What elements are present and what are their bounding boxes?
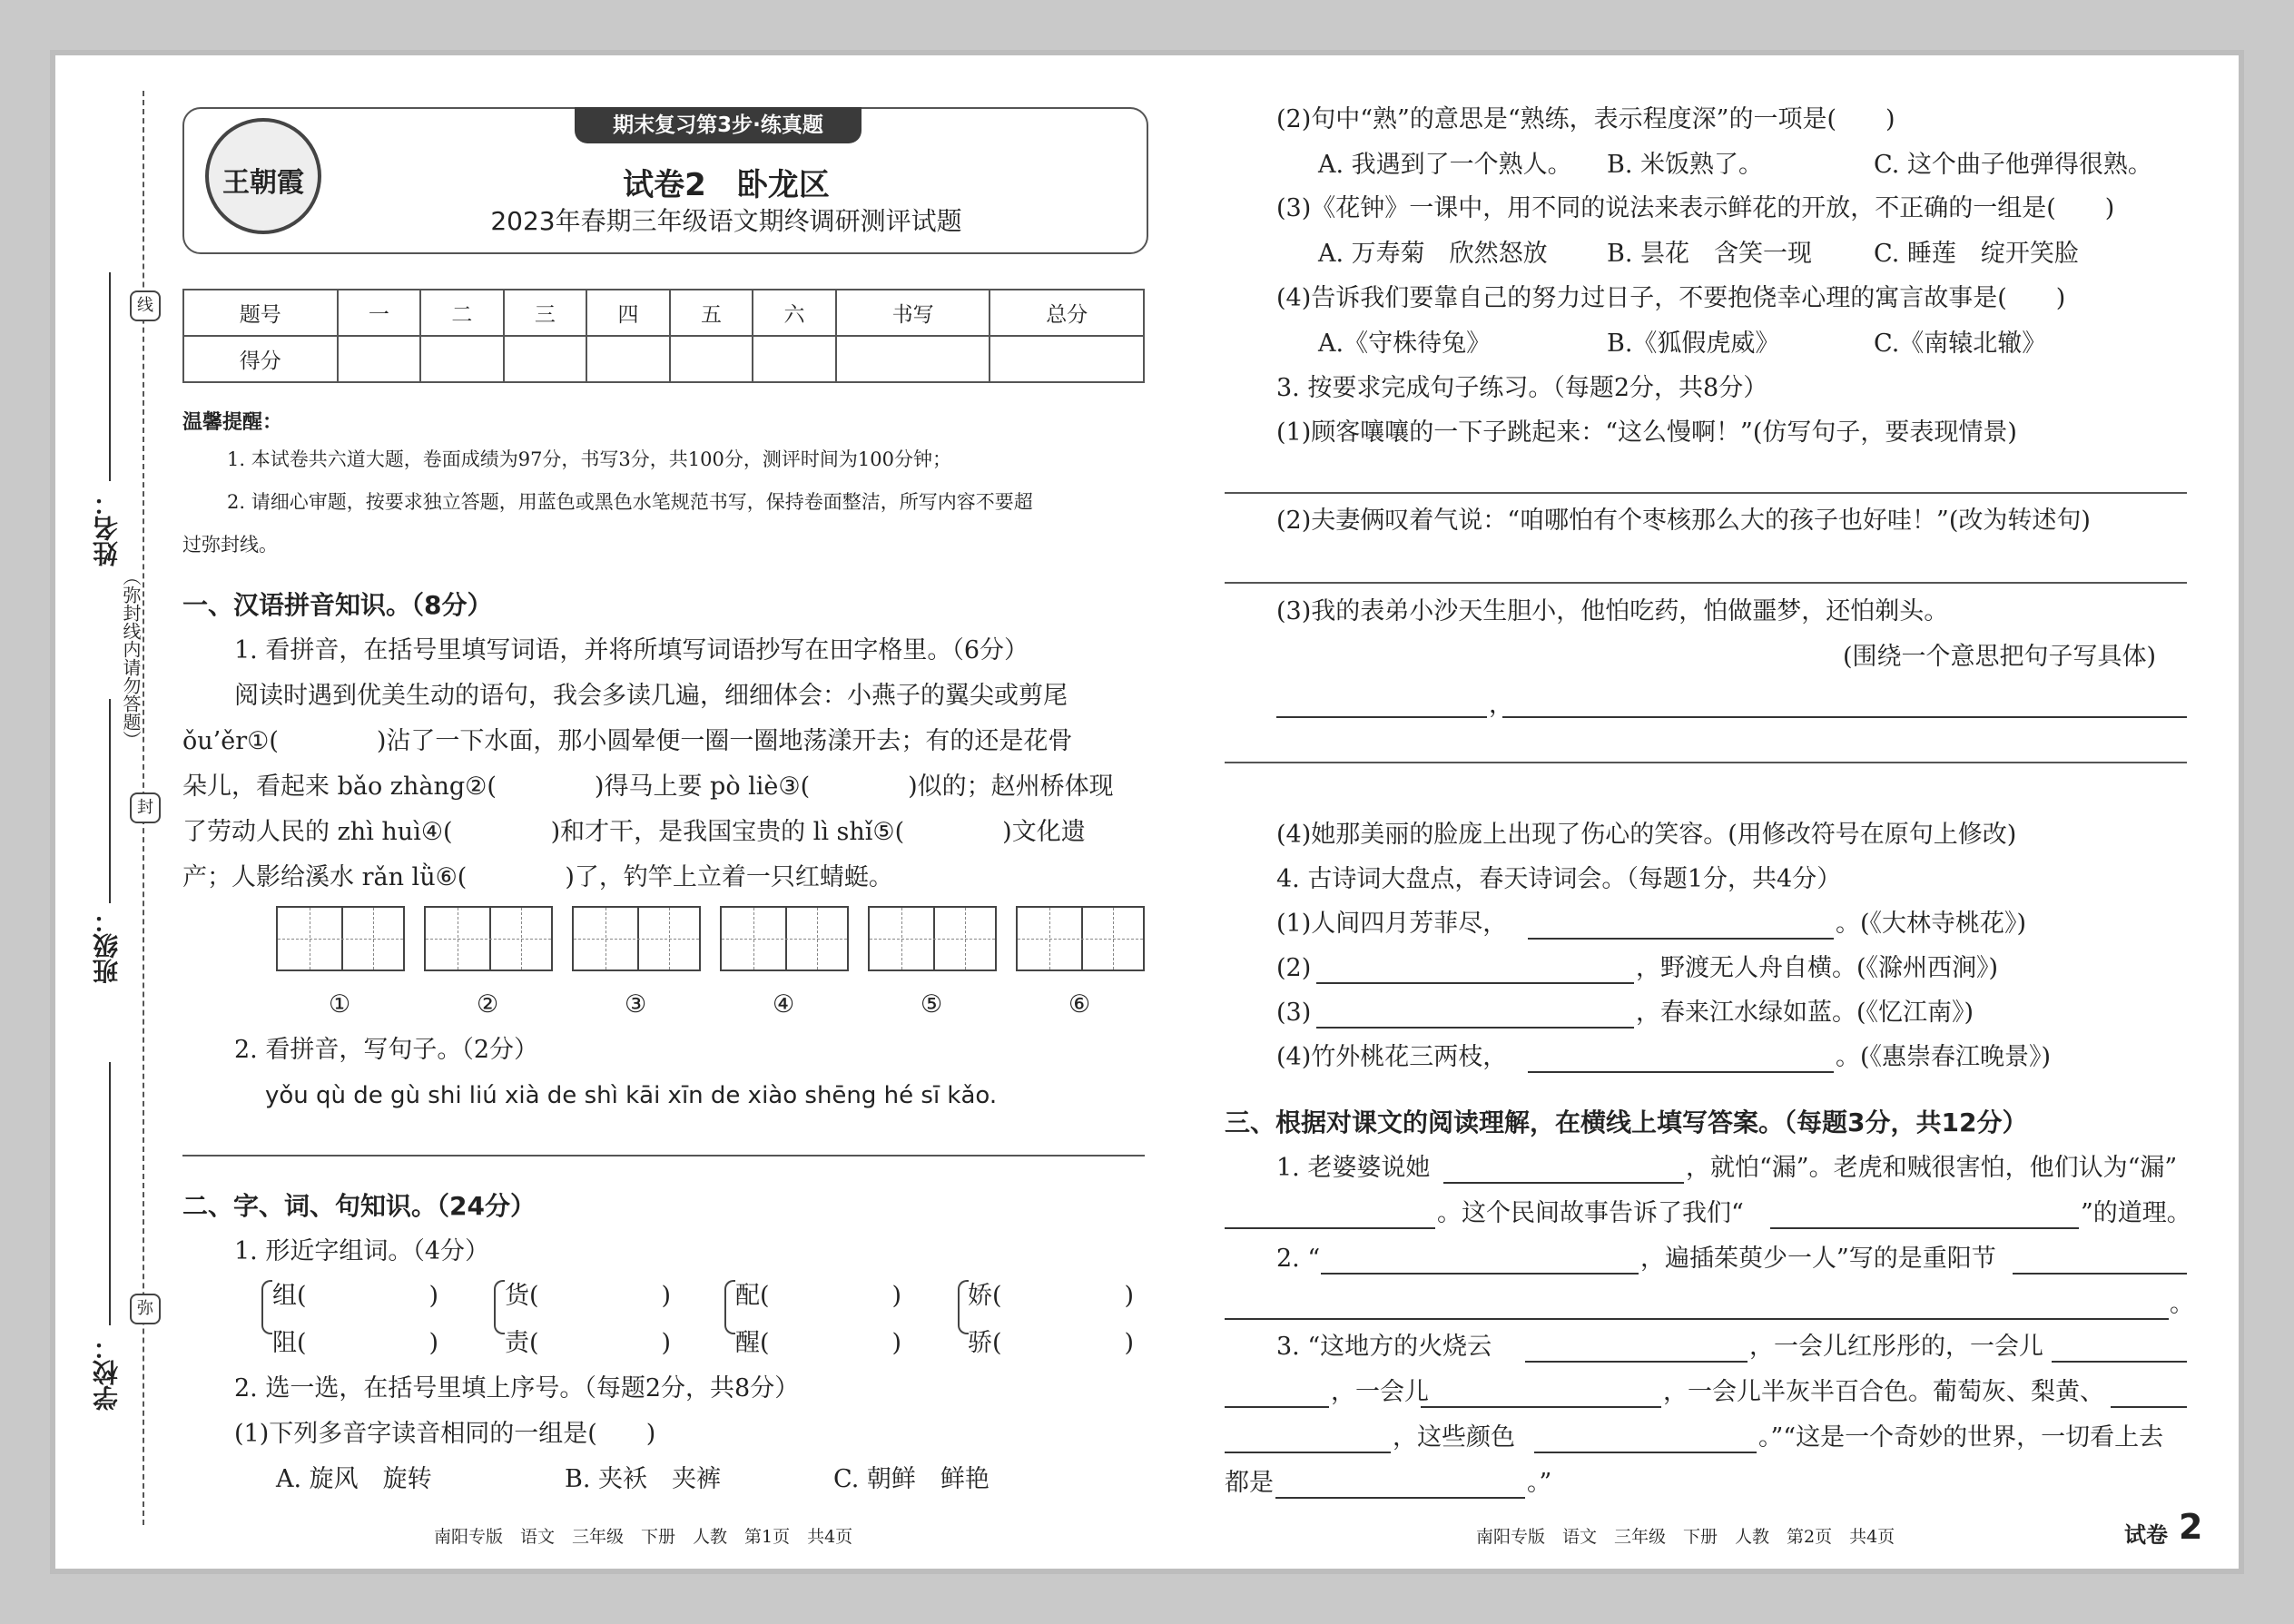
pair-3b[interactable]: 醒( )	[735, 1329, 902, 1357]
r-q3-3: (3)我的表弟小沙天生胆小，他怕吃药，怕做噩梦，还怕剃头。	[1276, 597, 1949, 625]
s3-q2-blank-c[interactable]	[1225, 1318, 2169, 1320]
logo-text: 王朝霞	[222, 167, 304, 199]
pair-2b[interactable]: 责( )	[505, 1329, 672, 1357]
grid-label: ①	[329, 990, 351, 1019]
s3-q2-blank-a[interactable]	[1321, 1273, 1639, 1275]
brace	[724, 1280, 735, 1334]
score-header-cell: 总分	[989, 290, 1144, 336]
tips-title: 温馨提醒：	[182, 411, 283, 434]
score-cell[interactable]	[586, 336, 670, 382]
r-q4-2b: ，野渡无人舟自横。(《滁州西涧》)	[1636, 954, 1999, 982]
pair-3a[interactable]: 配( )	[735, 1282, 902, 1310]
r-q4-1-blank[interactable]	[1528, 938, 1834, 940]
s3-q3-blank-h[interactable]	[1275, 1497, 1525, 1499]
score-header-cell: 三	[504, 290, 587, 336]
tian-grid-1[interactable]	[276, 906, 405, 971]
s3-q3-blank-a[interactable]	[1525, 1361, 1748, 1363]
score-cell[interactable]	[670, 336, 753, 382]
exam-subtitle: 2023年春期三年级语文期终调研测评试题	[490, 206, 962, 236]
r-q3-4: (4)她那美丽的脸庞上出现了伤心的笑容。(用修改符号在原句上修改)	[1276, 821, 2017, 849]
pair-1a[interactable]: 组( )	[272, 1282, 439, 1310]
section1-title: 一、汉语拼音知识。（8分）	[182, 590, 493, 620]
s1-passage-3: 朵儿，看起来 bǎo zhàng②( )得马上要 pò liè③( )似的；赵州桥体现	[182, 773, 1114, 801]
r-q2-3-opt-b[interactable]: B. 昙花 含笑一现	[1607, 240, 1813, 268]
r-q4-2a: (2)	[1276, 954, 1312, 982]
pair-2a[interactable]: 货( )	[505, 1282, 672, 1310]
r-q2-4-opt-c[interactable]: C.《南辕北辙》	[1874, 330, 2047, 358]
r-q4-4b: 。(《惠崇春江晚景》)	[1836, 1043, 2052, 1071]
school-label: 学校：	[92, 1334, 122, 1411]
step-tab: 期末复习第3步·练真题	[575, 107, 861, 143]
tips-line-2: 2. 请细心审题，按要求独立答题，用蓝色或黑色水笔规范书写，保持卷面整洁，所写内容不要超	[227, 491, 1033, 513]
s1-q2-pinyin: yǒu qù de gù shi liú xià de shì kāi xīn de xiào shēng hé sī kǎo.	[265, 1082, 998, 1109]
r-q2-4-opt-b[interactable]: B.《狐假虎威》	[1607, 330, 1780, 358]
s3-q1-blank-a[interactable]	[1443, 1182, 1684, 1184]
s3-q1-blank-b[interactable]	[1225, 1227, 1435, 1229]
s3-q3b: ，一会儿红彤彤的，一会儿	[1749, 1333, 2043, 1361]
score-table-score-row	[183, 336, 1144, 382]
seal-mark-xian: 线	[130, 290, 161, 321]
r-q4-1b: 。(《大林寺桃花》)	[1836, 910, 2027, 938]
name-label: 姓名：	[92, 490, 122, 566]
r-q3: 3. 按要求完成句子练习。（每题2分，共8分）	[1276, 374, 1768, 402]
r-q3-3-answer-line-b[interactable]	[1502, 716, 2187, 718]
footer-badge-label: 试卷	[2124, 1522, 2168, 1548]
section3-title: 三、根据对课文的阅读理解，在横线上填写答案。（每题3分，共12分）	[1225, 1107, 2028, 1137]
tian-grid-3[interactable]	[572, 906, 701, 971]
score-header-cell: 一	[338, 290, 421, 336]
footer-badge-number: 2	[2179, 1507, 2203, 1547]
s3-q1d: ”的道理。	[2081, 1199, 2191, 1227]
score-cell[interactable]	[504, 336, 587, 382]
s2-q2-1-opt-a[interactable]: A. 旋风 旋转	[276, 1465, 432, 1493]
grid-label: ⑥	[1068, 990, 1091, 1019]
s3-q3-blank-f[interactable]	[1225, 1452, 1391, 1453]
grid-label: ⑤	[921, 990, 943, 1019]
r-q3-3-comma: ，	[1489, 691, 1513, 719]
score-header-cell: 二	[420, 290, 504, 336]
s3-q3-blank-b[interactable]	[2052, 1361, 2187, 1363]
r-q3-2-answer-line[interactable]	[1225, 582, 2187, 584]
s1-passage-4: 了劳动人民的 zhì huì④( )和才干，是我国宝贵的 lì shǐ⑤( )文化遗	[182, 818, 1086, 846]
r-q3-1-answer-line[interactable]	[1225, 492, 2187, 494]
r-q4-3b: ，春来江水绿如蓝。(《忆江南》)	[1636, 999, 1974, 1027]
r-q2-2-opt-b[interactable]: B. 米饭熟了。	[1607, 151, 1764, 179]
name-field[interactable]	[109, 272, 111, 481]
score-header-cell: 六	[753, 290, 836, 336]
r-q4: 4. 古诗词大盘点，春天诗词会。（每题1分，共4分）	[1276, 865, 1842, 893]
tian-grid-5[interactable]	[868, 906, 997, 971]
class-field[interactable]	[109, 699, 111, 903]
r-q2-3-opt-a[interactable]: A. 万寿菊 欣然怒放	[1318, 240, 1548, 268]
s3-q2-period: 。	[2170, 1290, 2194, 1318]
s3-q3-blank-c[interactable]	[1225, 1406, 1329, 1408]
s1-q2: 2. 看拼音，写句子。（2分）	[234, 1036, 539, 1064]
school-field[interactable]	[109, 1062, 111, 1325]
score-cell[interactable]	[420, 336, 504, 382]
s3-q3d: ，一会儿半灰半百合色。葡萄灰、梨黄、	[1663, 1378, 2104, 1406]
s3-q2a: 2. “	[1276, 1245, 1321, 1273]
grid-label: ④	[773, 990, 795, 1019]
s3-q1c: 。这个民间故事告诉了我们“	[1437, 1199, 1744, 1227]
s3-q2b: ，遍插茱萸少一人”写的是重阳节	[1640, 1245, 1996, 1273]
class-label: 班级：	[92, 908, 122, 984]
seal-mark-feng: 封	[130, 792, 161, 823]
r-q2-3: (3)《花钟》一课中，用不同的说法来表示鲜花的开放，不正确的一组是( )	[1276, 194, 2115, 222]
seal-note: （弥封线内请勿答题）	[120, 567, 142, 749]
s3-q3h: 。”	[1527, 1469, 1552, 1497]
r-q4-4a: (4)竹外桃花三两枝，	[1276, 1043, 1508, 1071]
tips-line-3: 过弥封线。	[182, 534, 278, 556]
score-cell[interactable]	[753, 336, 836, 382]
score-header-cell: 题号	[183, 290, 338, 336]
s3-q3f: 。”“这是一个奇妙的世界，一切看上去	[1758, 1423, 2164, 1452]
s3-q3-blank-g[interactable]	[1534, 1452, 1757, 1453]
tian-grid-4[interactable]	[720, 906, 849, 971]
r-q4-3-blank[interactable]	[1316, 1027, 1634, 1029]
s3-q1a: 1. 老婆婆说她	[1276, 1154, 1431, 1182]
s1-passage-2: ǒu’ěr①( )沾了一下水面，那小圆晕便一圈一圈地荡漾开去；有的还是花骨	[182, 727, 1073, 755]
tian-grid-6[interactable]	[1016, 906, 1145, 971]
r-q2-3-opt-c[interactable]: C. 睡莲 绽开笑脸	[1874, 240, 2079, 268]
r-q3-2: (2)夫妻俩叹着气说：“咱哪怕有个枣核那么大的孩子也好哇！”(改为转述句)	[1276, 507, 2091, 535]
score-header-cell: 书写	[836, 290, 990, 336]
r-q3-3-note: (围绕一个意思把句子写具体)	[1843, 643, 2157, 671]
s1-passage-5: 产；人影给溪水 rǎn lǜ⑥( )了，钓竿上立着一只红蜻蜓。	[182, 863, 893, 891]
r-q3-3-answer-line-c[interactable]	[1225, 762, 2187, 763]
seal-mark-mi: 弥	[130, 1294, 161, 1324]
tian-grid-2[interactable]	[424, 906, 553, 971]
r-q2-2-opt-a[interactable]: A. 我遇到了一个熟人。	[1318, 151, 1572, 179]
s3-q3g: 都是	[1225, 1469, 1274, 1497]
s3-q3-blank-e[interactable]	[2111, 1406, 2187, 1408]
r-q2-2: (2)句中“熟”的意思是“熟练，表示程度深”的一项是( )	[1276, 105, 1895, 133]
s1-passage-1: 阅读时遇到优美生动的语句，我会多读几遍，细细体会：小燕子的翼尖或剪尾	[234, 682, 1068, 710]
s2-q2: 2. 选一选，在括号里填上序号。（每题2分，共8分）	[234, 1374, 800, 1403]
exam-title: 试卷2 卧龙区	[623, 167, 830, 203]
score-cell[interactable]	[338, 336, 421, 382]
s2-q2-1-opt-b[interactable]: B. 夹袄 夹裤	[565, 1465, 722, 1493]
s3-q3e: ，这些颜色	[1393, 1423, 1515, 1452]
footer-right: 南阳专版 语文 三年级 下册 人教 第2页 共4页	[1476, 1527, 1895, 1547]
s1-q2-answer-line[interactable]	[182, 1155, 1145, 1156]
s3-q1b: ，就怕“漏”。老虎和贼很害怕，他们认为“漏”	[1686, 1154, 2178, 1182]
score-table-header-row	[183, 290, 1144, 336]
footer-left: 南阳专版 语文 三年级 下册 人教 第1页 共4页	[434, 1527, 853, 1547]
brace	[261, 1280, 272, 1334]
score-cell[interactable]	[836, 336, 990, 382]
score-table	[182, 289, 1145, 383]
pair-4a[interactable]: 娇( )	[968, 1282, 1135, 1310]
s1-q1: 1. 看拼音，在括号里填写词语，并将所填写词语抄写在田字格里。（6分）	[234, 636, 1029, 664]
section2-title: 二、字、词、句知识。（24分）	[182, 1191, 536, 1221]
r-q4-4-blank[interactable]	[1528, 1071, 1834, 1073]
s3-q2-blank-b[interactable]	[2013, 1273, 2187, 1275]
s3-q3-blank-d[interactable]	[1421, 1406, 1661, 1408]
r-q3-1: (1)顾客嚷嚷的一下子跳起来：“这么慢啊！”(仿写句子，要表现情景)	[1276, 418, 2017, 447]
s2-q2-1: (1)下列多音字读音相同的一组是( )	[234, 1420, 656, 1448]
r-q2-2-opt-c[interactable]: C. 这个曲子他弹得很熟。	[1874, 151, 2152, 179]
tips-line-1: 1. 本试卷共六道大题，卷面成绩为97分，书写3分，共100分，测评时间为100分钟；	[227, 448, 951, 470]
r-q3-3-answer-line-a[interactable]	[1276, 716, 1487, 718]
score-header-cell: 四	[586, 290, 670, 336]
r-q4-1a: (1)人间四月芳菲尽，	[1276, 910, 1508, 938]
s3-q3a: 3. “这地方的火烧云	[1276, 1333, 1492, 1361]
s2-q2-1-opt-c[interactable]: C. 朝鲜 鲜艳	[833, 1465, 989, 1493]
brace	[494, 1280, 505, 1334]
r-q2-4-opt-a[interactable]: A.《守株待兔》	[1318, 330, 1492, 358]
r-q4-2-blank[interactable]	[1316, 982, 1634, 984]
grid-label: ②	[477, 990, 499, 1019]
s3-q3c: ，一会儿	[1331, 1378, 1429, 1406]
s2-q1: 1. 形近字组词。（4分）	[234, 1237, 490, 1265]
pair-1b[interactable]: 阻( )	[272, 1329, 439, 1357]
grid-label: ③	[625, 990, 647, 1019]
r-q2-4: (4)告诉我们要靠自己的努力过日子，不要抱侥幸心理的寓言故事是( )	[1276, 284, 2066, 312]
s3-q1-blank-c[interactable]	[1770, 1227, 2079, 1229]
pair-4b[interactable]: 骄( )	[968, 1329, 1135, 1357]
score-header-cell: 五	[670, 290, 753, 336]
score-cell[interactable]	[989, 336, 1144, 382]
r-q4-3a: (3)	[1276, 999, 1312, 1027]
score-row-label: 得分	[183, 336, 338, 382]
